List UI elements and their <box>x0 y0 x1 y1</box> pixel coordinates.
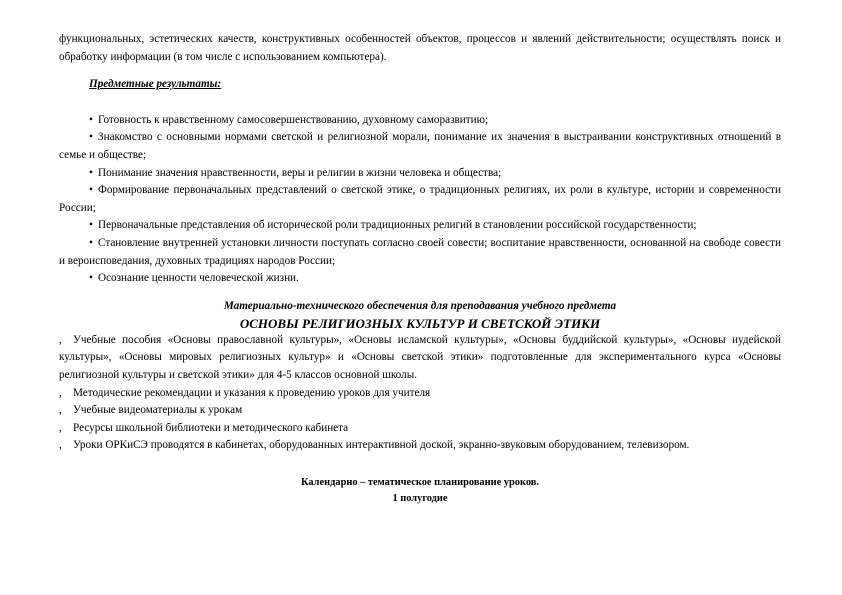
list-item <box>59 420 781 438</box>
list-marker: , <box>59 421 62 434</box>
list-item-text: Уроки ОРКиСЭ проводятся в кабинетах, оборудованных интерактивной доской, экранно-звуковым оборудованием, телевизором. <box>73 439 690 452</box>
course-title: ОСНОВЫ РЕЛИГИОЗНЫХ КУЛЬТУР И СВЕТСКОЙ ЭТИКИ <box>239 315 601 331</box>
list-marker: , <box>59 439 62 452</box>
bullet-icon: • <box>89 236 93 249</box>
bullet-icon: • <box>89 131 93 144</box>
list-item <box>59 112 781 130</box>
list-item <box>59 385 781 403</box>
list-marker: , <box>59 404 62 417</box>
list-item-text: Становление внутренней установки личности поступать согласно своей совести; воспитание нравственности, основанной на свободе совести и вероисповедания, духовных традициях народов России; <box>59 236 781 267</box>
bullet-icon: • <box>89 166 93 179</box>
list-item <box>59 129 781 164</box>
subject-results-heading: Предметные результаты: <box>89 78 222 91</box>
list-item <box>59 235 781 270</box>
list-item <box>59 402 781 420</box>
list-item-text: Первоначальные представления об исторической роли традиционных религий в становлении российской государственности; <box>98 219 697 232</box>
list-item <box>59 217 781 235</box>
list-item <box>59 270 781 288</box>
list-item-text: Готовность к нравственному самосовершенствованию, духовному саморазвитию; <box>98 113 489 126</box>
bullet-icon: • <box>89 219 93 232</box>
list-item <box>59 437 781 455</box>
bullet-icon: • <box>89 113 93 126</box>
list-item-text: Осознание ценности человеческой жизни. <box>98 272 299 285</box>
half-year-label: 1 полугодие <box>392 492 448 504</box>
list-item <box>59 332 781 385</box>
list-item-text: Учебные пособия «Основы православной культуры», «Основы исламской культуры», «Основы буддийской культуры», «Основы иудейской культуры», «Основы мировых религиозных культур» и «Основы светской этики» подготовленные для экспериментального курса «Основы религиозной культуры и светской этики» для 4-5 классов основной школы. <box>59 333 781 381</box>
list-marker: , <box>59 333 62 346</box>
calendar-title: Календарно – тематическое планирование уроков. <box>301 476 539 488</box>
list-item <box>59 165 781 183</box>
list-marker: , <box>59 386 62 399</box>
bullet-icon: • <box>89 272 93 285</box>
document-page <box>59 31 781 507</box>
list-item-text: Ресурсы школьной библиотеки и методического кабинета <box>73 421 349 434</box>
subject-results-list <box>59 112 781 288</box>
list-item-text: Формирование первоначальных представлений о светской этике, о традиционных религиях, их роли в культуре, истории и современности России; <box>59 184 781 214</box>
list-item-text: Знакомство с основными нормами светской и религиозной морали, понимание их значения в выстраивании конструктивных отношений в семье и обществе; <box>59 131 781 161</box>
list-item-text: Учебные видеоматериалы к урокам <box>73 404 243 417</box>
list-item-text: Понимание значения нравственности, веры и религии в жизни человека и общества; <box>98 166 502 179</box>
intro-paragraph: функциональных, эстетических качеств, конструктивных особенностей объектов, процессов и явлений действительности; осуществлять поиск и обработку информации (в том числе с использованием компьютера). <box>59 33 781 63</box>
bullet-icon: • <box>89 184 93 197</box>
list-item <box>59 182 781 217</box>
calendar-heading <box>59 475 781 507</box>
resources-list <box>59 332 781 455</box>
materials-heading: Материально-технического обеспечения для преподавания учебного предмета <box>223 299 617 312</box>
list-item-text: Методические рекомендации и указания к проведению уроков для учителя <box>73 386 431 399</box>
